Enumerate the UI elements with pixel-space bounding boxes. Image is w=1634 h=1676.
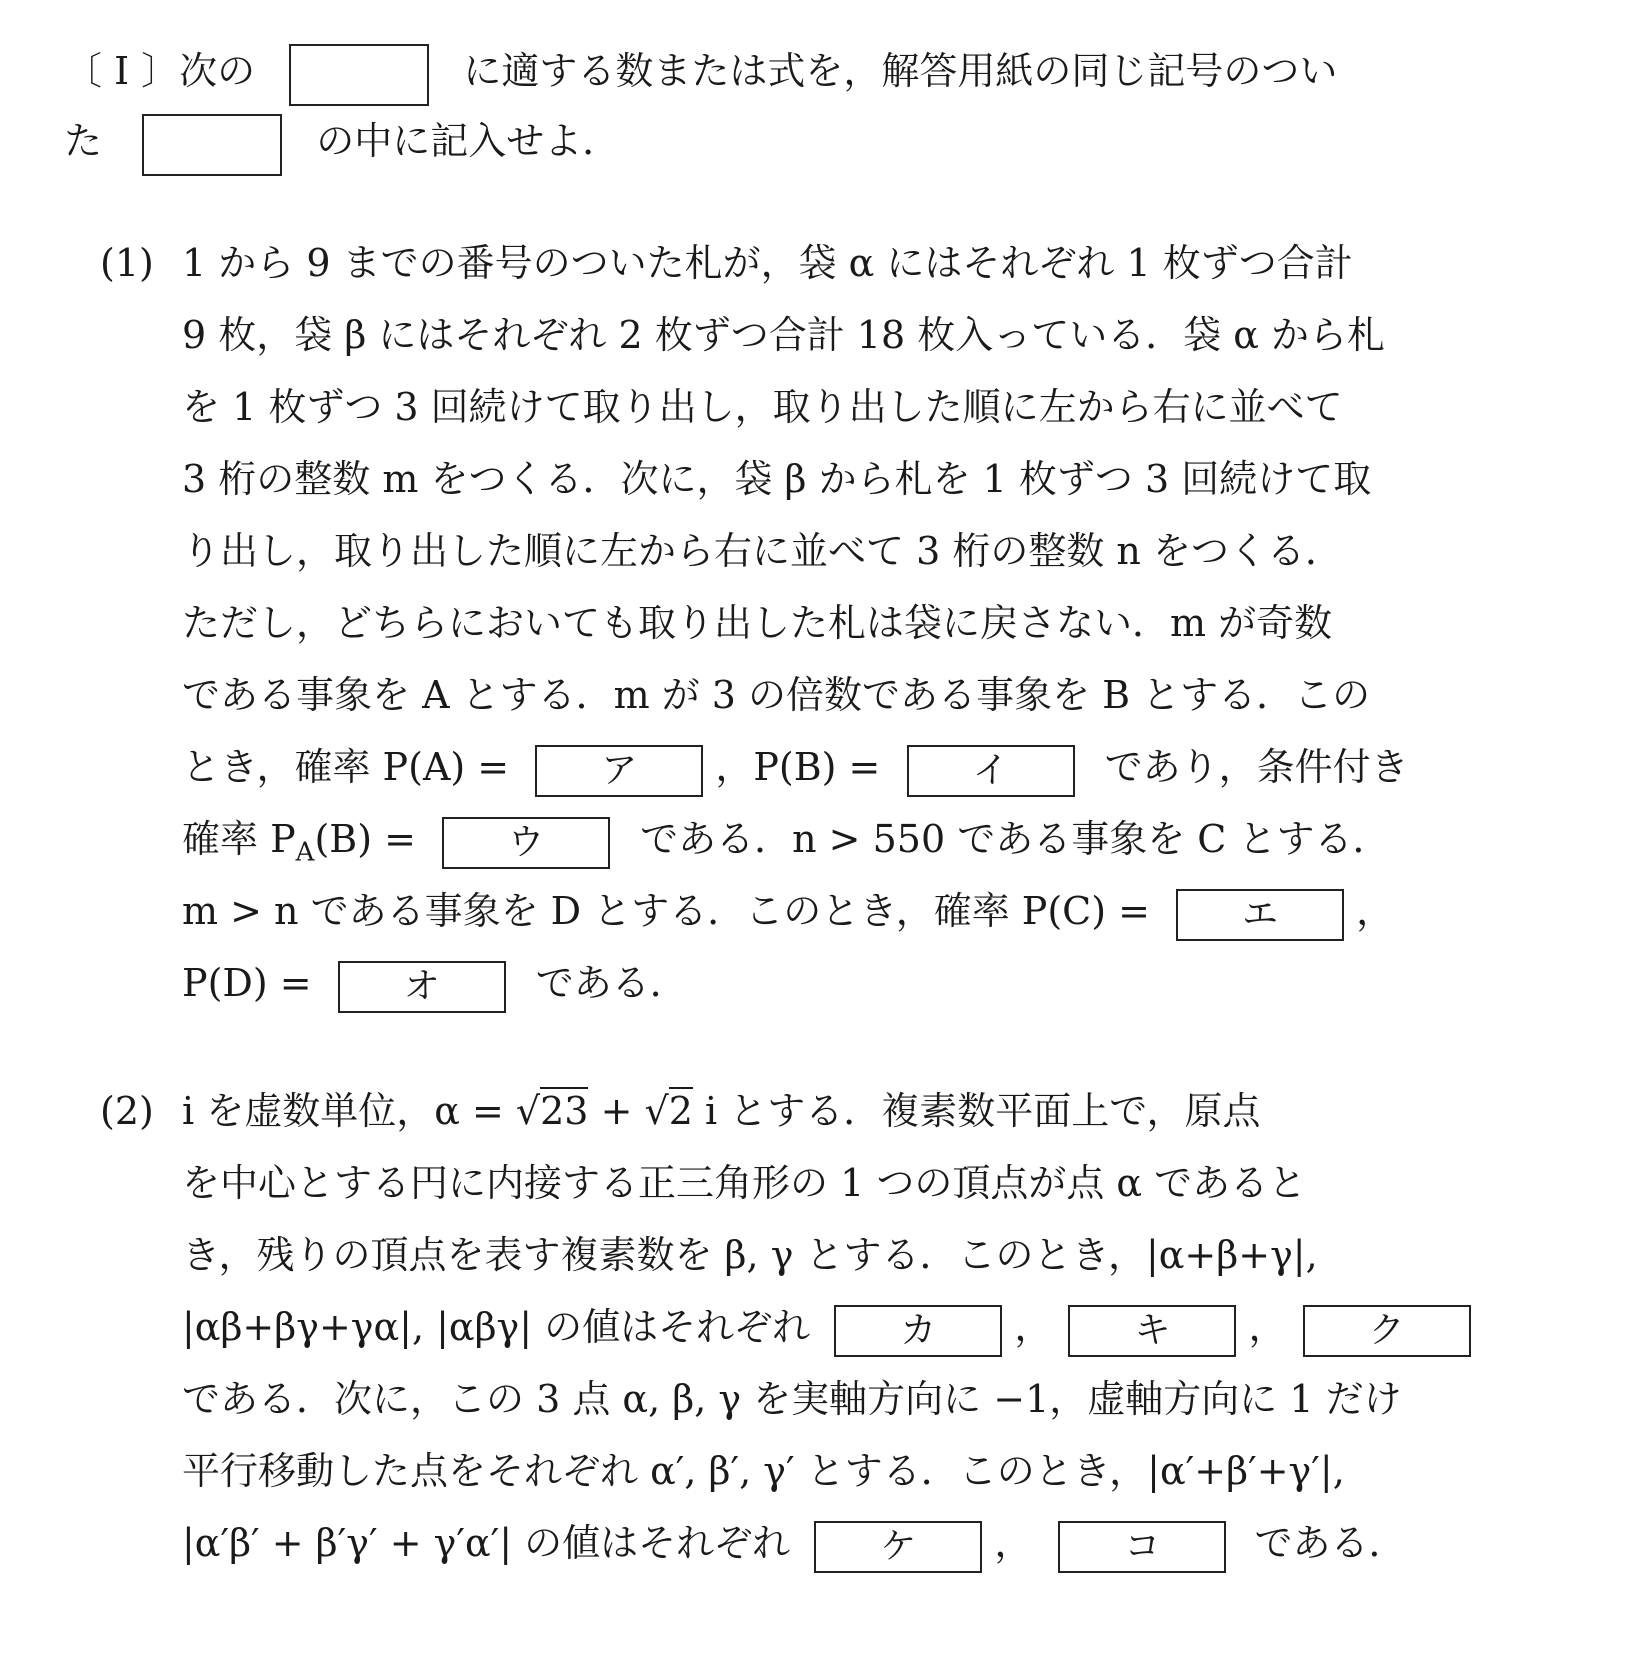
p1-text: であり，条件付き: [1104, 745, 1409, 789]
p1-line: り出し，取り出した順に左から右に並べて 3 桁の整数 n をつくる．: [182, 529, 1343, 573]
p1-text: 確率 P: [182, 817, 296, 861]
p1-line: [182, 738, 1409, 796]
p1-text: ，: [1356, 889, 1395, 933]
answer-box-ku: ク: [1303, 1305, 1471, 1357]
answer-box-ke: ケ: [814, 1521, 982, 1573]
p2-text: |α′β′ + β′γ′ + γ′α′| の値はそれぞれ: [182, 1521, 791, 1565]
p2-text: ，: [1248, 1305, 1287, 1349]
header-text: の中に記入せよ．: [316, 119, 621, 163]
p1-line: ただし，どちらにおいても取り出した札は袋に戻さない．m が奇数: [182, 601, 1333, 645]
sqrt-sign: √: [644, 1089, 669, 1133]
answer-box-ka: カ: [834, 1305, 1002, 1357]
subscript-a: A: [295, 837, 315, 868]
blank-box: [142, 114, 282, 176]
header-line-2: [64, 112, 620, 170]
p2-text: である．: [1254, 1521, 1407, 1565]
sqrt-radicand: 2: [668, 1089, 693, 1133]
answer-box-a: ア: [535, 745, 703, 797]
p1-text: (B) =: [314, 817, 416, 861]
header-text: た: [64, 119, 103, 163]
p1-text: とき，確率 P(A) =: [182, 745, 510, 789]
p2-line: き，残りの頂点を表す複素数を β, γ とする．このとき，|α+β+γ|,: [182, 1233, 1318, 1277]
p2-line: 平行移動した点をそれぞれ α′, β′, γ′ とする．このとき，|α′+β′+γ′|,: [182, 1449, 1345, 1493]
p2-text: ，: [994, 1521, 1033, 1565]
p1-text: である．n > 550 である事象を C とする．: [640, 817, 1391, 861]
p1-text: m > n である事象を D とする．このとき，確率 P(C) =: [182, 889, 1150, 933]
p1-line: [182, 810, 1390, 868]
p1-line: 9 枚，袋 β にはそれぞれ 2 枚ずつ合計 18 枚入っている．袋 α から札: [182, 313, 1386, 357]
p1-line: [182, 882, 1394, 940]
p1-line: を 1 枚ずつ 3 回続けて取り出し，取り出した順に左から右に並べて: [182, 385, 1343, 429]
p1-line: [182, 954, 688, 1012]
answer-box-e: エ: [1176, 889, 1344, 941]
sqrt-radicand: 23: [540, 1089, 589, 1133]
answer-box-u: ウ: [442, 817, 610, 869]
p1-text: P(D) =: [182, 961, 312, 1005]
answer-box-o: オ: [338, 961, 506, 1013]
p2-text: +: [588, 1089, 645, 1133]
p2-line: [182, 1514, 1407, 1572]
p1-line: 1 から 9 までの番号のついた札が，袋 α にはそれぞれ 1 枚ずつ合計: [182, 241, 1353, 285]
p2-line: [182, 1082, 1260, 1140]
answer-box-ko: コ: [1058, 1521, 1226, 1573]
answer-box-ki: キ: [1068, 1305, 1236, 1357]
header-text: 〔 I 〕次の: [64, 49, 256, 93]
blank-box: [289, 44, 429, 106]
p1-line: である事象を A とする．m が 3 の倍数である事象を B とする．この: [182, 673, 1371, 717]
p2-text: i とする．複素数平面上で，原点: [692, 1089, 1261, 1133]
p1-text: である．: [535, 961, 688, 1005]
p2-line: を中心とする円に内接する正三角形の 1 つの頂点が点 α であると: [182, 1161, 1307, 1205]
header-line-1: [64, 42, 1337, 100]
p1-text: ，P(B) =: [715, 745, 881, 789]
p2-line: である．次に，この 3 点 α, β, γ を実軸方向に −1，虚軸方向に 1 だけ: [182, 1377, 1402, 1421]
answer-box-i: イ: [907, 745, 1075, 797]
sqrt-sign: √: [515, 1089, 541, 1133]
header-text: に適する数または式を，解答用紙の同じ記号のつい: [463, 49, 1338, 93]
p2-line: [182, 1298, 1471, 1356]
p1-line: 3 桁の整数 m をつくる．次に，袋 β から札を 1 枚ずつ 3 回続けて取: [182, 457, 1372, 501]
p2-text: i を虚数単位，α =: [182, 1089, 516, 1133]
p2-text: ，: [1014, 1305, 1053, 1349]
p2-text: |αβ+βγ+γα|, |αβγ| の値はそれぞれ: [182, 1305, 811, 1349]
problem-2-label: (2): [100, 1089, 154, 1133]
problem-1-label: (1): [100, 241, 154, 285]
